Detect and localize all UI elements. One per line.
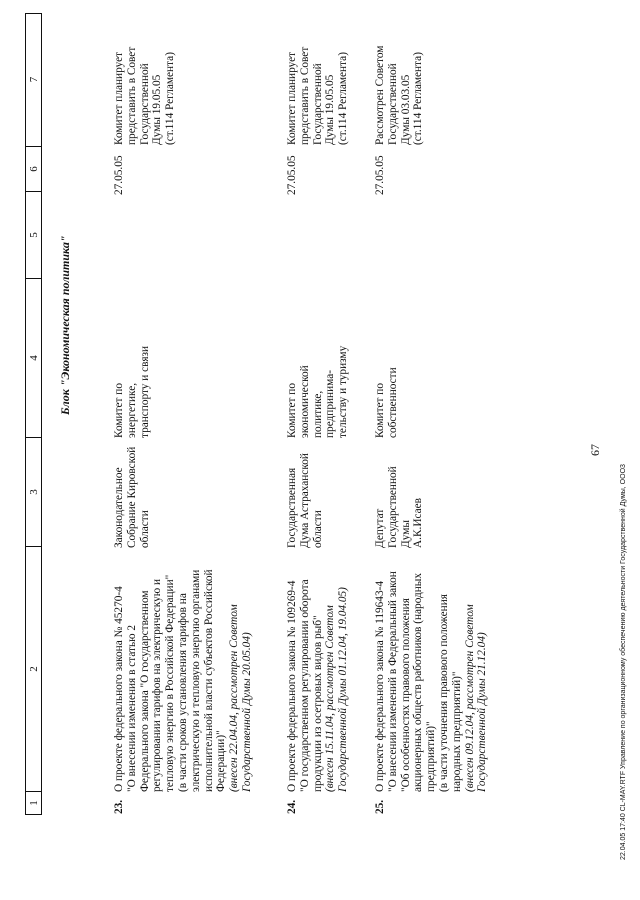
status-line: Думы 03.03.05 <box>399 74 412 145</box>
row-date: 27.05.05 <box>286 155 298 195</box>
row-description <box>374 549 489 792</box>
block-title: Блок "Экономическая политика" <box>58 235 72 415</box>
table-header <box>25 13 42 815</box>
status-line: Государственной <box>138 63 151 145</box>
desc-line: О проекте федерального закона № 109269-4 <box>286 580 298 792</box>
desc-line: электрическую и тепловую энергию органами <box>189 569 202 792</box>
desc-line: "Об особенностях правового положения <box>399 598 412 792</box>
committee-line: политике, <box>311 390 324 438</box>
row-committee <box>286 308 350 438</box>
header-col-4: 4 <box>27 355 40 361</box>
row-number: 23. <box>113 799 125 814</box>
committee-line: Комитет по <box>286 382 298 438</box>
divider <box>26 278 41 279</box>
status-line: представить в Совет <box>125 46 138 145</box>
desc-note: (внесен 15.11.04, рассмотрен Советом <box>324 605 337 792</box>
desc-line: тепловую энергию в Российской Федерации" <box>164 574 177 792</box>
initiator-line: Собрание Кировской <box>125 446 138 548</box>
row-committee <box>113 308 151 438</box>
desc-note: (внесен 22.04.04, рассмотрен Советом <box>228 604 241 792</box>
committee-line: Комитет по <box>113 382 125 438</box>
header-col-1: 1 <box>27 800 40 806</box>
desc-line: Федерального закона "О государственном <box>138 590 151 792</box>
status-line: (ст.114 Регламента) <box>337 52 350 145</box>
divider <box>26 437 41 438</box>
desc-line: продукции из осетровых видов рыб" <box>311 615 324 792</box>
status-line: Думы 19.05.05 <box>151 74 164 145</box>
initiator-line: области <box>138 510 151 548</box>
committee-line: тельству и туризму <box>337 345 350 438</box>
desc-line: акционерных обществ работников (народных <box>412 572 425 792</box>
initiator-line: Депутат <box>374 508 386 548</box>
desc-line: народных предприятий)" <box>450 671 463 792</box>
row-number: 25. <box>374 799 386 814</box>
desc-note: (внесен 09.12.04, рассмотрен Советом <box>463 604 476 792</box>
desc-line: (в части уточнения правового положения <box>437 594 450 792</box>
status-line: Государственной <box>386 63 399 145</box>
divider <box>26 791 41 792</box>
committee-line: транспорту и связи <box>138 345 151 438</box>
initiator-line: Законодательное <box>113 467 125 548</box>
divider <box>26 146 41 147</box>
header-col-2: 2 <box>27 666 40 672</box>
committee-line: Комитет по <box>374 382 386 438</box>
row-status <box>113 10 177 145</box>
initiator-line: Государственной <box>386 466 399 548</box>
initiator-line: Думы <box>399 520 412 548</box>
row-description <box>286 549 350 792</box>
row-number: 24. <box>286 799 298 814</box>
committee-line: энергетике, <box>125 382 138 438</box>
desc-line: (в части сроков установления тарифов на <box>176 593 189 792</box>
row-description <box>113 549 254 792</box>
desc-line: "О внесении изменений в Федеральный закон <box>386 571 399 792</box>
page-number: 67 <box>588 444 602 456</box>
committee-line: предпринима- <box>324 370 337 438</box>
row-committee <box>374 308 400 438</box>
header-col-3: 3 <box>27 489 40 495</box>
desc-line: "О внесении изменения в статью 2 <box>125 624 138 792</box>
status-line: Комитет планирует <box>286 51 298 145</box>
desc-line: О проекте федерального закона № 45270-4 <box>113 586 125 792</box>
row-status <box>286 10 350 145</box>
desc-line: Федерации)" <box>215 730 228 792</box>
status-line: (ст.114 Регламента) <box>164 52 177 145</box>
divider <box>26 546 41 547</box>
desc-line: регулировании тарифов на электрическую и <box>151 578 164 792</box>
header-col-5: 5 <box>27 232 40 238</box>
committee-line: собственности <box>386 367 399 438</box>
divider <box>26 191 41 192</box>
row-date: 27.05.05 <box>113 155 125 195</box>
desc-line: О проекте федерального закона № 119643-4 <box>374 580 386 792</box>
status-line: Рассмотрен Советом <box>374 45 386 145</box>
row-initiator <box>113 428 151 548</box>
desc-line: предприятий)" <box>425 721 438 792</box>
row-initiator <box>374 428 425 548</box>
desc-note: Государственной Думы 21.12.04) <box>476 632 489 792</box>
row-status <box>374 10 425 145</box>
initiator-line: А.К.Исаев <box>412 497 425 548</box>
row-initiator <box>286 428 324 548</box>
desc-note: Государственной Думы 01.12.04, 19.04.05) <box>337 587 350 792</box>
initiator-line: области <box>311 510 324 548</box>
status-line: Комитет планирует <box>113 51 125 145</box>
initiator-line: Дума Астраханской <box>298 453 311 548</box>
status-line: представить в Совет <box>298 46 311 145</box>
committee-line: экономической <box>298 365 311 438</box>
row-date: 27.05.05 <box>374 155 386 195</box>
desc-line: "О государственном регулировании оборота <box>298 579 311 792</box>
footer-note: 22.04.05 17:40 CL-MAY.RTF Управление по организационному обеспечению деятельности Государственной Думы, ООО3 <box>620 464 627 860</box>
desc-note: Государственной Думы 20.05.04) <box>240 632 253 792</box>
status-line: Думы 19.05.05 <box>324 74 337 145</box>
desc-line: исполнительной власти субъектов Российской <box>202 569 215 792</box>
header-col-7: 7 <box>27 76 40 83</box>
status-line: Государственной <box>311 63 324 145</box>
initiator-line: Государственная <box>286 467 298 548</box>
status-line: (ст.114 Регламента) <box>412 52 425 145</box>
header-col-6: 6 <box>27 166 40 172</box>
